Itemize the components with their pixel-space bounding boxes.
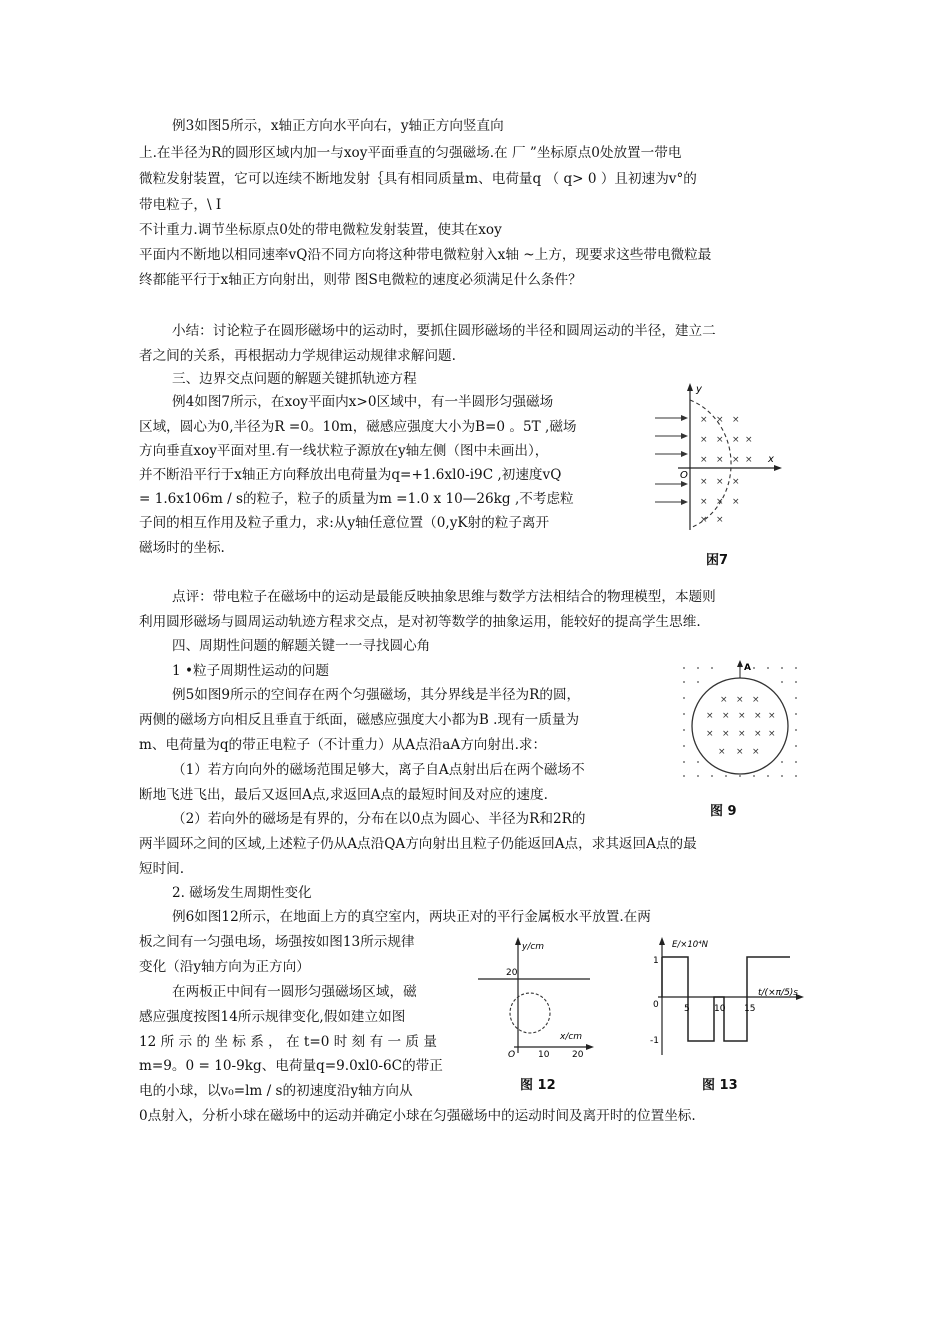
ex6-line6: 12 所 示 的 坐 标 系 ， 在 t=0 时 刻 有 一 质 量 (139, 1034, 437, 1050)
fig12-caption: 图 12 (520, 1078, 556, 1093)
svg-text:×: × (700, 455, 708, 465)
svg-text:×: × (752, 695, 760, 705)
comment-line2: 利用圆形磁场与圆周运动轨迹方程求交点，是对初等数学的抽象运用，能较好的提高学生思维. (139, 614, 701, 630)
svg-text:×: × (768, 729, 776, 739)
svg-text:×: × (736, 695, 744, 705)
figure-13 (650, 935, 820, 1060)
ex4-line1: 例4如图7所示，在xoy平面内x>0区域中，有一半圆形匀强磁场 (172, 394, 554, 410)
fig13-y-label: E/×10⁴N (672, 940, 708, 950)
summary-line2: 者之间的关系，再根据动力学规律运动规律求解问题. (139, 348, 456, 364)
fig13-tick-neg1: -1 (650, 1036, 659, 1046)
ex4-line4: 并不断沿平行于x轴正方向释放出电荷量为q=+1.6xl0-i9C ,初速度vQ (139, 467, 562, 483)
fig13-tick-15: 15 (744, 1004, 756, 1014)
ex6-line4: 在两板正中间有一圆形匀强磁场区域，磁 (172, 984, 417, 1000)
ex5-line2: 两侧的磁场方向相反且垂直于纸面，磁感应强度大小都为B .现有一质量为 (139, 712, 580, 728)
svg-text:×: × (738, 729, 746, 739)
fig7-y-label: y (696, 384, 702, 395)
svg-text:×: × (738, 711, 746, 721)
svg-text:×: × (745, 455, 753, 465)
svg-text:×: × (706, 711, 714, 721)
fig7-caption: 困7 (706, 553, 729, 568)
ex4-line5: = 1.6x106m / s的粒子，粒子的质量为m =1.0 x 10—26kg ,不考虑粒 (139, 491, 574, 507)
fig13-x-label: t/(×π/5)s (758, 988, 798, 998)
ex6-line2: 板之间有一匀强电场，场强按如图13所示规律 (139, 934, 415, 950)
ex6-line3: 变化（沿y轴方向为正方向） (139, 959, 310, 975)
svg-text:×: × (716, 477, 724, 487)
fig9-outer-dots (683, 667, 797, 777)
svg-text:×: × (752, 747, 760, 757)
comment-line1: 点评：带电粒子在磁场中的运动是最能反映抽象思维与数学方法相结合的物理模型，本题则 (172, 589, 716, 605)
svg-text:×: × (700, 435, 708, 445)
svg-text:×: × (718, 747, 726, 757)
fig9-field-crosses (706, 695, 776, 757)
ex6-line1: 例6如图12所示，在地面上方的真空室内，两块正对的平行金属板水平放置.在两 (172, 909, 651, 925)
section3-heading: 三、边界交点问题的解题关键抓轨迹方程 (172, 371, 417, 387)
svg-text:×: × (720, 695, 728, 705)
svg-text:×: × (700, 477, 708, 487)
ex5-line7: 两半圆环之间的区域,上述粒子仍从A点沿QA方向射出且粒子仍能返回A点，求其返回A点的最 (139, 836, 697, 852)
ex3-line6: 平面内不断地以相同速率vQ沿不同方向将这种带电微粒射入x轴 ~上方，现要求这些带电微粒最 (139, 247, 712, 263)
svg-text:×: × (722, 729, 730, 739)
svg-text:×: × (700, 497, 708, 507)
subsection1-heading: 1 •粒子周期性运动的问题 (172, 663, 329, 679)
fig7-x-label: x (768, 454, 774, 465)
fig13-tick-10: 10 (714, 1004, 726, 1014)
fig7-source-arrows (655, 418, 684, 502)
fig9-caption: 图 9 (710, 804, 737, 819)
ex3-line3: 微粒发射装置，它可以连续不断地发射｛具有相同质量m、电荷量q （ q> 0 ）且初速为v°的 (139, 171, 697, 187)
ex6-line8: 电的小球，以v₀=lm / s的初速度沿y轴方向从 (139, 1083, 413, 1099)
figure-12 (478, 935, 598, 1060)
figure-7 (650, 380, 790, 540)
svg-text:×: × (754, 711, 762, 721)
summary-line1: 小结：讨论粒子在圆形磁场中的运动时，要抓住圆形磁场的半径和圆周运动的半径，建立二 (172, 323, 716, 339)
ex5-line3: m、电荷量为q的带正电粒子（不计重力）从A点沿aA方向射出.求： (139, 737, 547, 753)
svg-text:×: × (700, 515, 708, 525)
ex5-line6: （2）若向外的磁场是有界的，分布在以0点为圆心、半径为R和2R的 (172, 811, 586, 827)
svg-text:×: × (722, 711, 730, 721)
ex5-line4: （1）若方向向外的磁场范围足够大，离子自A点射出后在两个磁场不 (172, 762, 585, 778)
figure-9 (678, 660, 808, 786)
fig12-y-label: y/cm (522, 942, 545, 952)
svg-text:×: × (706, 729, 714, 739)
fig12-origin: O (508, 1050, 516, 1060)
ex3-line4: 带电粒子，\ I (139, 197, 222, 213)
section4-heading: 四、周期性问题的解题关键一一寻找圆心角 (172, 638, 431, 654)
ex6-line7: m=9。0 = 10-9kg、电荷量q=9.0xl0-6C的带正 (139, 1058, 443, 1074)
fig9-point-a: A (744, 663, 751, 673)
fig13-caption: 图 13 (702, 1078, 738, 1093)
svg-text:×: × (745, 435, 753, 445)
svg-text:×: × (732, 435, 740, 445)
ex6-line5: 感应强度按图14所示规律变化,假如建立如图 (139, 1009, 406, 1025)
fig13-origin: 0 (653, 1000, 659, 1010)
ex6-line9: 0点射入，分析小球在磁场中的运动并确定小球在匀强磁场中的运动时间及离开时的位置坐标. (139, 1108, 696, 1124)
ex5-line5: 断地飞进飞出，最后又返回A点,求返回A点的最短时间及对应的速度. (139, 787, 548, 803)
svg-text:×: × (732, 415, 740, 425)
fig12-x-label: x/cm (560, 1032, 583, 1042)
svg-text:×: × (732, 477, 740, 487)
fig7-field-crosses (700, 415, 753, 525)
ex5-line8: 短时间. (139, 861, 185, 877)
fig12-tick-y20: 20 (506, 968, 518, 978)
ex3-line7: 终都能平行于x轴正方向射出，则带 图S电微粒的速度必须满足什么条件？ (139, 272, 582, 288)
ex3-line1: 例3如图5所示，x轴正方向水平向右，y轴正方向竖直向 (172, 118, 504, 134)
ex4-line7: 磁场时的坐标. (139, 540, 225, 556)
svg-text:×: × (716, 515, 724, 525)
fig13-tick-5: 5 (684, 1004, 690, 1014)
svg-text:×: × (716, 455, 724, 465)
svg-text:×: × (732, 497, 740, 507)
ex3-line2: 上.在半径为R的圆形区域内加一与xoy平面垂直的匀强磁场.在 厂 ”坐标原点0处放置一带电 (139, 145, 682, 161)
svg-text:×: × (716, 415, 724, 425)
fig13-field-curve (662, 957, 790, 1041)
subsection2-heading: 2. 磁场发生周期性变化 (172, 885, 312, 901)
ex4-line6: 子间的相互作用及粒子重力，求:从y轴任意位置（0,yK射的粒子离开 (139, 515, 550, 531)
fig12-tick-x10: 10 (538, 1050, 550, 1060)
svg-text:×: × (716, 497, 724, 507)
fig12-tick-x20: 20 (572, 1050, 584, 1060)
svg-text:×: × (716, 435, 724, 445)
svg-text:×: × (736, 747, 744, 757)
svg-text:×: × (768, 711, 776, 721)
ex4-line2: 区域，圆心为0,半径为R =0。10m，磁感应强度大小为B=0 。5T ,磁场 (139, 419, 577, 435)
ex3-line5: 不计重力.调节坐标原点0处的带电微粒发射装置，使其在xoy (139, 222, 502, 238)
ex4-line3: 方向垂直xoy平面对里.有一线状粒子源放在y轴左侧（图中未画出）， (139, 443, 549, 459)
svg-text:×: × (732, 455, 740, 465)
svg-text:×: × (754, 729, 762, 739)
ex5-line1: 例5如图9所示的空间存在两个匀强磁场，其分界线是半径为R的圆， (172, 687, 581, 703)
svg-text:×: × (700, 415, 708, 425)
fig7-origin-label: O (680, 470, 688, 481)
fig13-tick-pos1: 1 (653, 956, 659, 966)
